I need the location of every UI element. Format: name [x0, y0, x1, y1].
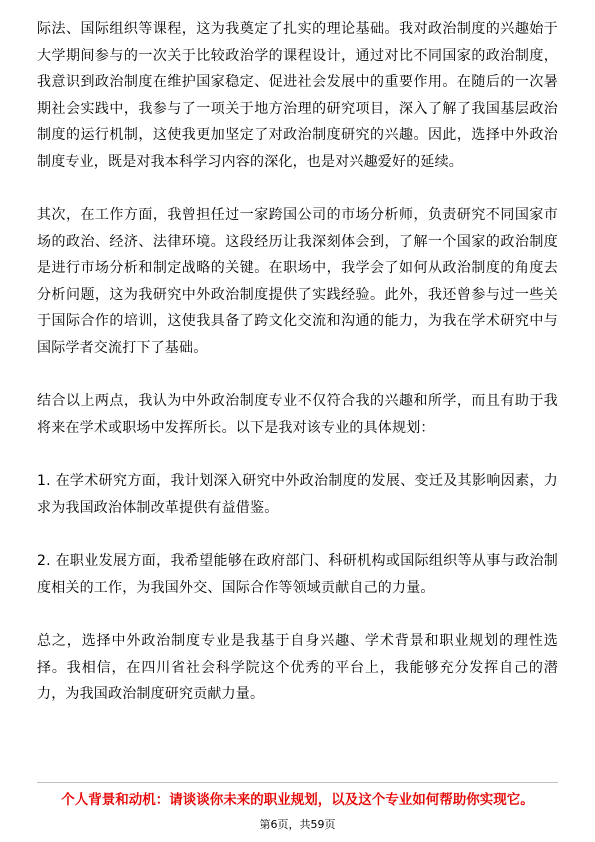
- question-prompt: 个人背景和动机：请谈谈你未来的职业规划，以及这个专业如何帮助你实现它。: [61, 792, 534, 808]
- paragraph-summary: 总之，选择中外政治制度专业是我基于自身兴趣、学术背景和职业规划的理性选择。我相信，在四川省社会科学院这个优秀的平台上，我能够充分发挥自己的潜力，为我国政治制度研究贡献力量。: [37, 633, 558, 702]
- paragraph-work-experience: 其次，在工作方面，我曾担任过一家跨国公司的市场分析师，负责研究不同国家市场的政治、经济、法律环境。这段经历让我深刻体会到，了解一个国家的政治制度是进行市场分析和制定战略的关键。在职场中，我学会了如何从政治制度的角度去分析问题，这为我研究中外政治制度提供了实践经验。此外，我还曾参与过一些关于国际合作的培训，这使我具备了跨文化交流和沟通的能力，为我在学术研究中与国际学者交流打下了基础。: [37, 207, 558, 356]
- paragraph-background: 际法、国际组织等课程，这为我奠定了扎实的理论基础。我对政治制度的兴趣始于大学期间参与的一次关于比较政治学的课程设计，通过对比不同国家的政治制度，我意识到政治制度在维护国家稳定、促进社会发展中的重要作用。在随后的一次暑期社会实践中，我参与了一项关于地方治理的研究项目，深入了解了我国基层政治制度的运行机制，这使我更加坚定了对政治制度研究的兴趣。因此，选择中外政治制度专业，既是对我本科学习内容的深化，也是对兴趣爱好的延续。: [37, 21, 558, 170]
- paragraph-plan-career: 2. 在职业发展方面，我希望能够在政府部门、科研机构或国际组织等从事与政治制度相关的工作，为我国外交、国际合作等领域贡献自己的力量。: [37, 553, 558, 596]
- paragraph-spacer: [37, 441, 558, 468]
- page-number: 第6页，共59页: [259, 818, 336, 831]
- footer-divider: [37, 782, 558, 783]
- paragraph-spacer: [37, 521, 558, 548]
- paragraph-plan-academic: 1. 在学术研究方面，我计划深入研究中外政治制度的发展、变迁及其影响因素，力求为我国政治体制改革提供有益借鉴。: [37, 473, 558, 516]
- paragraph-spacer: [37, 175, 558, 202]
- paragraph-spacer: [37, 361, 558, 388]
- paragraph-conclusion-intro: 结合以上两点，我认为中外政治制度专业不仅符合我的兴趣和所学，而且有助于我将来在学术或职场中发挥所长。以下是我对该专业的具体规划：: [37, 393, 558, 436]
- paragraph-spacer: [37, 601, 558, 628]
- document-body: [37, 16, 558, 708]
